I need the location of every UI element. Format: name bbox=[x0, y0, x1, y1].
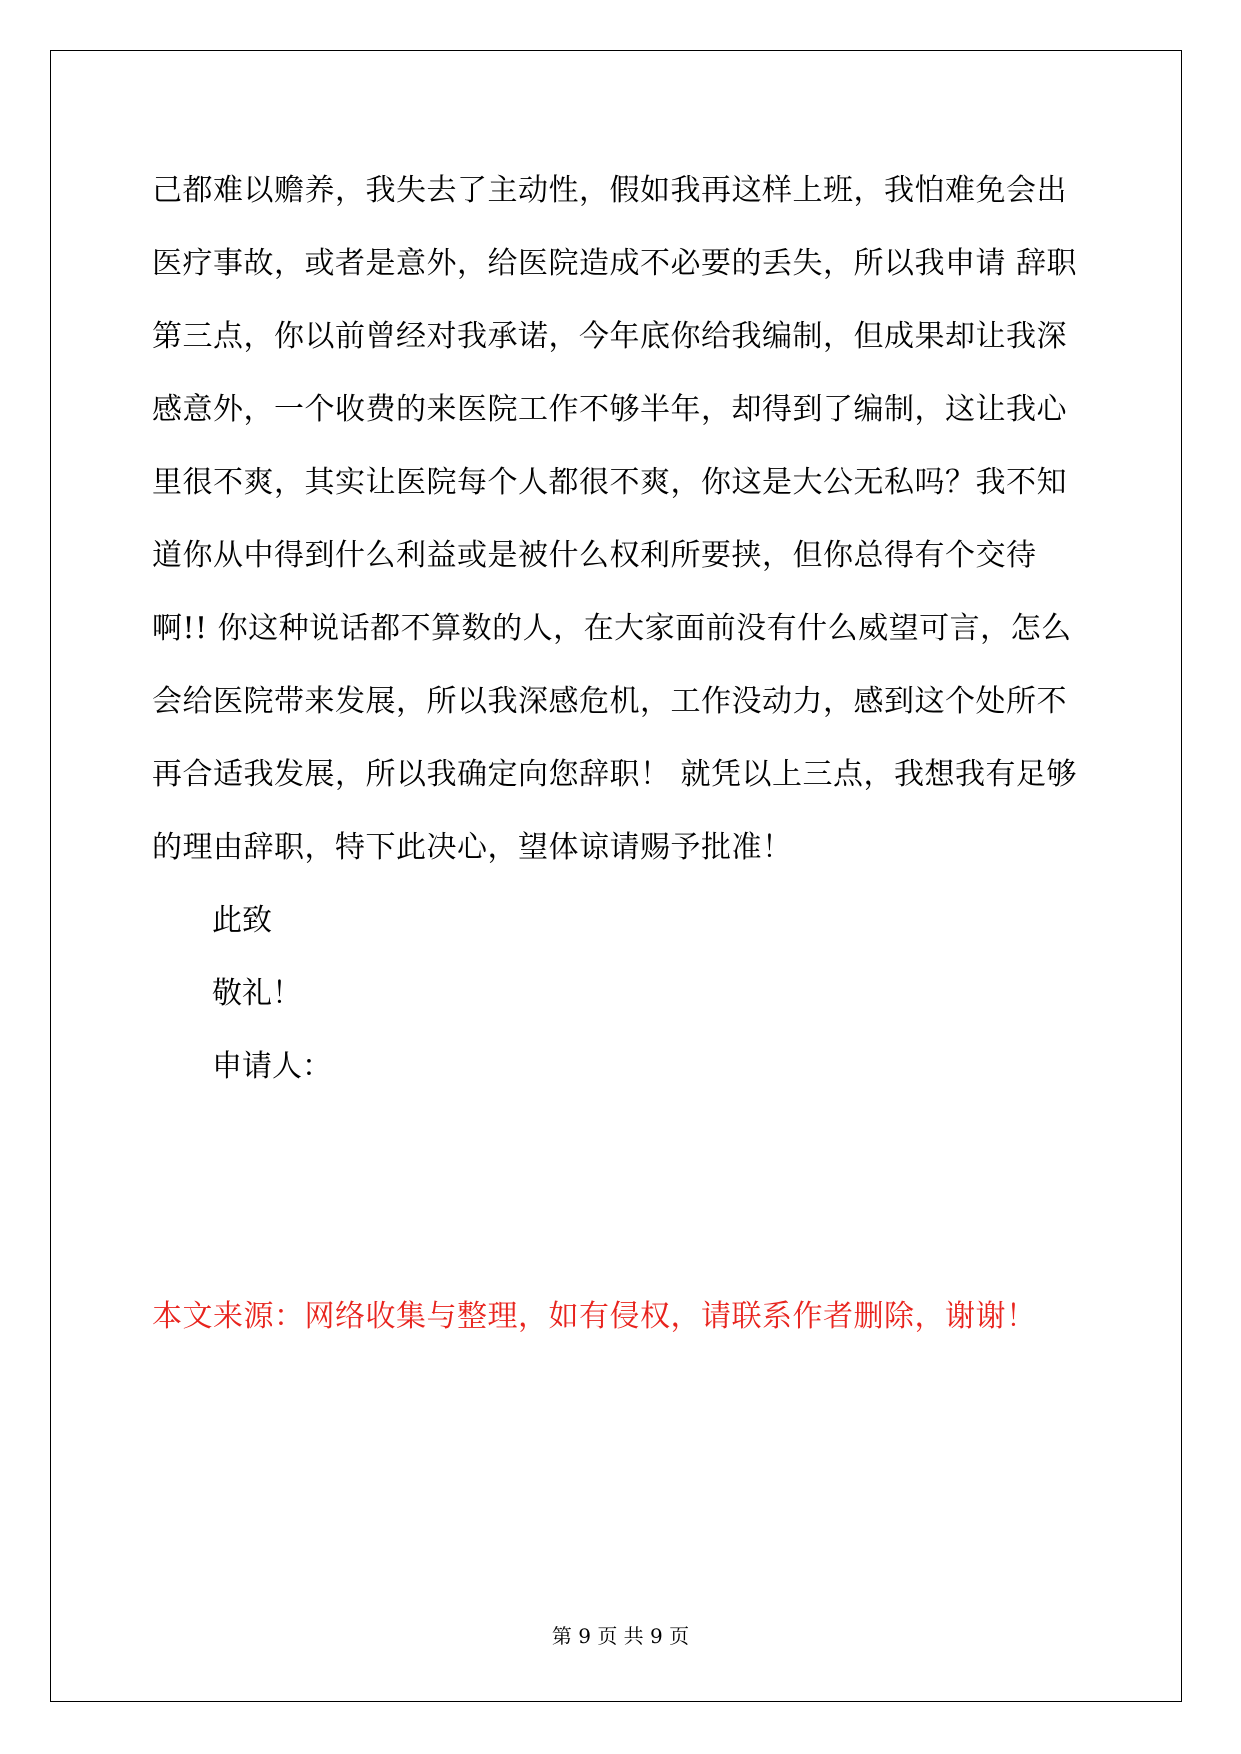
paragraph-line: 里很不爽，其实让医院每个人都很不爽，你这是大公无私吗？我不知 bbox=[152, 465, 1067, 500]
paragraph-line: 再合适我发展，所以我确定向您辞职！ 就凭以上三点，我想我有足够 bbox=[152, 757, 1078, 792]
paragraph-line: 的理由辞职，特下此决心，望体谅请赐予批准！ bbox=[152, 830, 793, 865]
source-note: 本文来源：网络收集与整理，如有侵权，请联系作者删除，谢谢！ bbox=[152, 1299, 1037, 1334]
page-number-footer: 第 9 页 共 9 页 bbox=[551, 1624, 690, 1648]
page-border bbox=[50, 50, 1182, 1702]
paragraph-line: 会给医院带来发展，所以我深感危机，工作没动力，感到这个处所不 bbox=[152, 684, 1067, 719]
paragraph-line: 己都难以赡养，我失去了主动性，假如我再这样上班，我怕难免会出 bbox=[152, 173, 1067, 208]
paragraph-line: 啊!! 你这种说话都不算数的人，在大家面前没有什么威望可言，怎么 bbox=[152, 611, 1072, 646]
paragraph-line: 医疗事故，或者是意外，给医院造成不必要的丢失，所以我申请 辞职 bbox=[152, 246, 1078, 281]
applicant-label: 申请人： bbox=[212, 1049, 332, 1084]
paragraph-line: 感意外，一个收费的来医院工作不够半年，却得到了编制，这让我心 bbox=[152, 392, 1067, 427]
paragraph-line: 第三点，你以前曾经对我承诺，今年底你给我编制，但成果却让我深 bbox=[152, 319, 1067, 354]
closing-salutation: 此致 bbox=[212, 903, 272, 938]
paragraph-line: 道你从中得到什么利益或是被什么权利所要挟，但你总得有个交待 bbox=[152, 538, 1037, 573]
closing-regards: 敬礼！ bbox=[212, 976, 302, 1011]
